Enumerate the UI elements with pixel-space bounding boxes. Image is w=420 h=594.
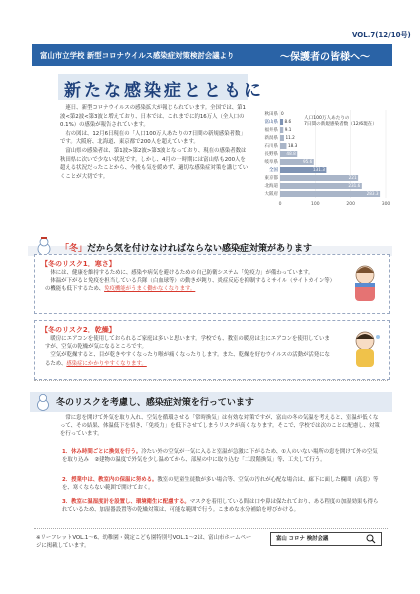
measure-item-2	[62, 476, 382, 492]
winter-heading-rest: だから気を付けなければならない感染症対策があります	[87, 244, 313, 254]
chart-value-label: 131.3	[312, 167, 325, 173]
chart-value-label: 0	[281, 111, 284, 117]
footer-note: ※リーフレットVOL.1〜6、幼稚園・競定こども園特別号VOL.1〜2は、富山市ホームページに掲載しています。	[36, 535, 252, 549]
measure-item-1-text: 冷たい外の空気が一気に入ると室温が急激に下がるため、①人のいない場所の窓を開けて外の空気を取り込み ②建物の温度で外気を少し温めてから、部屋の中に取り込む「二段階換気」等、工夫して行う。	[62, 449, 378, 463]
chart-category-label: 福井県	[264, 128, 278, 134]
measures-heading: 冬のリスクを考慮し、感染症対策を行っています	[56, 398, 254, 408]
risk-cold-p2-text: 体温が下がると免疫を担当している兵隊（白血球等）の動きが鈍り、炎症反応を抑制するミサイル（サイトカイン等）の機能も低下するため、	[45, 278, 336, 293]
snowman-icon	[34, 236, 54, 256]
intro-text	[60, 104, 250, 181]
chart-value-label: 11.2	[285, 135, 295, 141]
risk-dry-highlight: 感染症にかかりやすくなります。	[66, 360, 147, 367]
chart-tick-label: 300	[381, 202, 391, 207]
header-title: 富山市立学校 新型コロナウイルス感染症対策検討会議より	[40, 51, 235, 60]
risk-dry-body	[45, 335, 335, 368]
measure-item-1-lead: 1．休み時間ごとに換気を行う。	[62, 449, 142, 455]
risk-cold-box	[34, 254, 390, 314]
intro-paragraph-1: 連日、新型コロナウイルスの感染拡大が報じられています。全国では、第1波<第2波<第3波と増えており、日本では、これまでに約16万人（全人口の0.1%）の感染が報告されています。	[60, 105, 246, 129]
risk-dry-title: 【冬のリスク2．乾燥】	[41, 326, 116, 334]
risk-cold-highlight: 免疫機能がうまく働かなくなります。	[104, 286, 196, 293]
chart-title-line-1: 人口100万人あたりの	[304, 116, 350, 121]
chart-category-label: 大阪府	[264, 192, 278, 198]
measure-item-1	[62, 448, 382, 464]
chart-category-label: 全国	[269, 168, 278, 174]
chart-bar	[280, 119, 283, 125]
chart-value-label: 95.6	[302, 159, 313, 165]
chart-value-label: 8.6	[284, 119, 292, 125]
chart-value-label: 48.8	[286, 151, 296, 157]
chart-bar	[280, 135, 284, 141]
chart-value-label: 18.3	[287, 143, 298, 149]
chart-bar	[280, 175, 358, 181]
dry-child-illustration	[345, 327, 385, 371]
measure-item-3-text: マスクを着用している間は口や鼻は保たれており、ある程度の加湿効果も得られているため、加湿器設置等の乾燥対策は、可能な範囲で行う。こまめな水分補給を呼びかける。	[62, 499, 379, 513]
risk-cold-p1: 体には、健康を維持するために、感染や病気を避けるための自己防衛システム「免疫力」が備わっています。	[50, 270, 314, 276]
chart-bar	[280, 143, 286, 149]
page-title: 新たな感染症とともに	[64, 81, 264, 101]
chart-title-line-2: 7日間の新規感染者数（12/6現在）	[304, 122, 377, 127]
measure-item-3	[62, 498, 382, 514]
intro-paragraph-3: 富山県の感染者は、第1波>第2波>第3波となっており、現在の感染者数は秋田県に次いで少ない状況です。しかし、4月の一時期には富山県も200人を超える状況だったことから、今後も気を緩めず、適切な感染症対策を講じていくことが大切です。	[60, 147, 249, 180]
search-icon	[366, 534, 376, 544]
chart-value-label: 283.3	[366, 191, 379, 197]
chart-value-label: 231.6	[348, 183, 361, 189]
chart-category-label: 長野県	[264, 152, 278, 158]
chart-category-label: 石川県	[264, 144, 278, 150]
winter-heading-emphasis: 「冬」	[60, 244, 88, 254]
risk-dry-p1: 暖房にエアコンを使用しておられるご家庭は多いと思います。学校でも、教室の暖房は主にエアコンを使用していますが、空気の乾燥が気になるところです。	[45, 336, 330, 351]
risk-cold-body	[45, 269, 335, 294]
risk-dry-p2-text: 空気が乾燥すると、目が乾きやすくなったり喉が痛くなったりします。また、乾燥を好むウイルスの活動が活発になるため、	[45, 352, 330, 367]
risk-dry-box	[34, 320, 390, 380]
chart-tick-label: 0	[278, 202, 282, 207]
intro-paragraph-2: 右の図は、12月6日現在の「人口100万人あたりの7日間の新規感染者数」です。大阪府、北海道、東京都で200人を超えています。	[60, 130, 246, 146]
chart-category-label: 北海道	[264, 184, 278, 190]
cold-child-illustration	[345, 261, 385, 305]
risk-cold-title: 【冬のリスク1．寒さ】	[41, 260, 116, 268]
chart-category-label: 岐阜県	[264, 160, 278, 166]
chart-bar	[280, 191, 380, 197]
measure-item-2-lead: 2．授業中は、教室内の保温に努める。	[62, 477, 158, 483]
chart-category-label: 東京都	[264, 176, 278, 182]
chart-category-label: 富山県	[264, 120, 278, 126]
measure-item-3-lead: 3．教室に温湿度計を設置し、環境衛生に配慮する。	[62, 499, 190, 505]
footer-search-label: 富山 コロナ 検討会議	[276, 536, 329, 542]
chart-tick-label: 200	[346, 202, 355, 207]
measures-intro-text: 常に窓を開けて外気を取り入れ、空気を循環させる「常時換気」は有効な対策ですが、富山の冬の気温を考えると、室温が低くなって、その結果、体温低下を招き、「免疫力」を低下させてしまうリスクが高くなります。そこで、学校では次のことに配慮し、対策を行っています。	[60, 415, 380, 438]
measures-intro	[60, 414, 380, 439]
chart-value-label: 9.1	[284, 127, 292, 133]
chart-category-label: 秋田県	[264, 112, 278, 118]
chart-value-label: 221	[348, 175, 357, 181]
risk-cold-p2	[45, 277, 335, 293]
risk-dry-p2	[45, 351, 335, 367]
section-divider	[34, 380, 388, 381]
footer-divider	[34, 528, 388, 529]
cases-bar-chart	[252, 104, 392, 214]
header-subtitle: 〜保護者の皆様へ〜	[280, 52, 370, 63]
snowman-icon	[34, 392, 52, 412]
measure-item-2-text: 教室の児童生徒数が多い場合等、空気の汚れが心配な場合は、廊下に面した欄間（高窓）等を、寒くならない範囲で開けておく。	[62, 477, 379, 491]
winter-heading	[60, 241, 312, 254]
chart-category-label: 新潟県	[264, 136, 278, 142]
chart-tick-label: 100	[311, 202, 320, 207]
chart-bar	[280, 127, 283, 133]
volume-label: VOL.7(12/10号)	[352, 31, 411, 39]
